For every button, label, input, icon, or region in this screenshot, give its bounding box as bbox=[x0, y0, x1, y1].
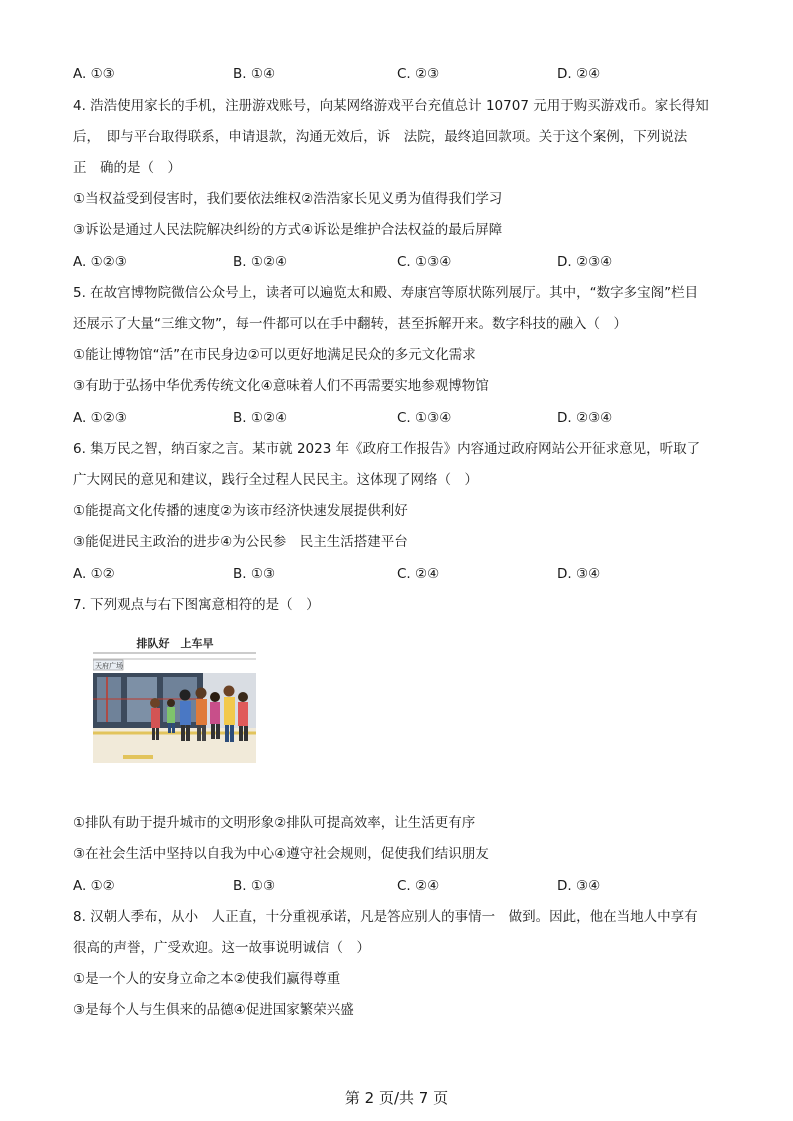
q7-option-a: A. ①② bbox=[73, 878, 115, 894]
q8-statement-2: ③是每个人与生俱来的品德④促进国家繁荣兴盛 bbox=[73, 1002, 354, 1018]
q6-option-c: C. ②④ bbox=[397, 566, 440, 582]
q5-statement-2: ③有助于弘扬中华优秀传统文化④意味着人们不再需要实地参观博物馆 bbox=[73, 378, 489, 394]
queue-illustration-drawing bbox=[93, 633, 256, 763]
station-sign: 天府广场 bbox=[95, 662, 123, 670]
q7-statement-1: ①排队有助于提升城市的文明形象②排队可提高效率，让生活更有序 bbox=[73, 815, 476, 831]
q8-stem-line-2: 很高的声誉，广受欢迎。这一故事说明诚信（ ） bbox=[73, 940, 370, 956]
q5-option-c: C. ①③④ bbox=[397, 410, 452, 426]
q6-stem-line-2: 广大网民的意见和建议，践行全过程人民民主。这体现了网络（ ） bbox=[73, 472, 478, 488]
page-number: 第 2 页/共 7 页 bbox=[344, 1089, 449, 1107]
q4-stem-line-3: 正 确的是（ ） bbox=[73, 160, 181, 176]
q5-option-d: D. ②③④ bbox=[557, 410, 613, 426]
q4-option-a: A. ①②③ bbox=[73, 254, 127, 270]
q4-stem-line-2: 后， 即与平台取得联系，申请退款，沟通无效后，诉 法院，最终追回款项。关于这个案例，下列说法 bbox=[73, 129, 688, 145]
q4-option-d: D. ②③④ bbox=[557, 254, 613, 270]
figure-caption: 排队好 上车早 bbox=[136, 637, 214, 650]
q4-stem-line-1: 4. 浩浩使用家长的手机，注册游戏账号，向某网络游戏平台充值总计 10707 元用于购买游戏币。家长得知 bbox=[73, 98, 709, 114]
q4-statement-1: ①当权益受到侵害时，我们要依法维权②浩浩家长见义勇为值得我们学习 bbox=[73, 191, 503, 207]
q5-stem-line-2: 还展示了大量“三维文物”，每一件都可以在手中翻转，甚至拆解开来。数字科技的融入（ ） bbox=[73, 316, 627, 332]
q3-option-d: D. ②④ bbox=[557, 66, 601, 82]
q6-option-d: D. ③④ bbox=[557, 566, 601, 582]
q4-option-b: B. ①②④ bbox=[233, 254, 288, 270]
queue-illustration bbox=[93, 633, 256, 763]
q3-option-a: A. ①③ bbox=[73, 66, 115, 82]
q8-statement-1: ①是一个人的安身立命之本②使我们赢得尊重 bbox=[73, 971, 341, 987]
q8-stem-line-1: 8. 汉朝人季布，从小 人正直，十分重视承诺，凡是答应别人的事情一 做到。因此，他在当地人中享有 bbox=[73, 909, 698, 925]
q7-option-c: C. ②④ bbox=[397, 878, 440, 894]
q5-option-b: B. ①②④ bbox=[233, 410, 288, 426]
q6-stem-line-1: 6. 集万民之智，纳百家之言。某市就 2023 年《政府工作报告》内容通过政府网站公开征求意见，听取了 bbox=[73, 441, 701, 457]
q5-statement-1: ①能让博物馆“活”在市民身边②可以更好地满足民众的多元文化需求 bbox=[73, 347, 476, 363]
q7-stem: 7. 下列观点与右下图寓意相符的是（ ） bbox=[73, 597, 320, 613]
q4-statement-2: ③诉讼是通过人民法院解决纠纷的方式④诉讼是维护合法权益的最后屏障 bbox=[73, 222, 503, 238]
q6-statement-2: ③能促进民主政治的进步④为公民参 民主生活搭建平台 bbox=[73, 534, 408, 550]
q6-statement-1: ①能提高文化传播的速度②为该市经济快速发展提供利好 bbox=[73, 503, 408, 519]
q7-option-b: B. ①③ bbox=[233, 878, 276, 894]
q5-option-a: A. ①②③ bbox=[73, 410, 127, 426]
q5-stem-line-1: 5. 在故宫博物院微信公众号上，读者可以遍览太和殿、寿康宫等原状陈列展厅。其中，“数字多宝阁”栏目 bbox=[73, 285, 699, 301]
q7-statement-2: ③在社会生活中坚持以自我为中心④遵守社会规则，促使我们结识朋友 bbox=[73, 846, 489, 862]
q6-option-b: B. ①③ bbox=[233, 566, 276, 582]
q3-option-b: B. ①④ bbox=[233, 66, 276, 82]
q4-option-c: C. ①③④ bbox=[397, 254, 452, 270]
q3-option-c: C. ②③ bbox=[397, 66, 440, 82]
q6-option-a: A. ①② bbox=[73, 566, 115, 582]
q7-option-d: D. ③④ bbox=[557, 878, 601, 894]
